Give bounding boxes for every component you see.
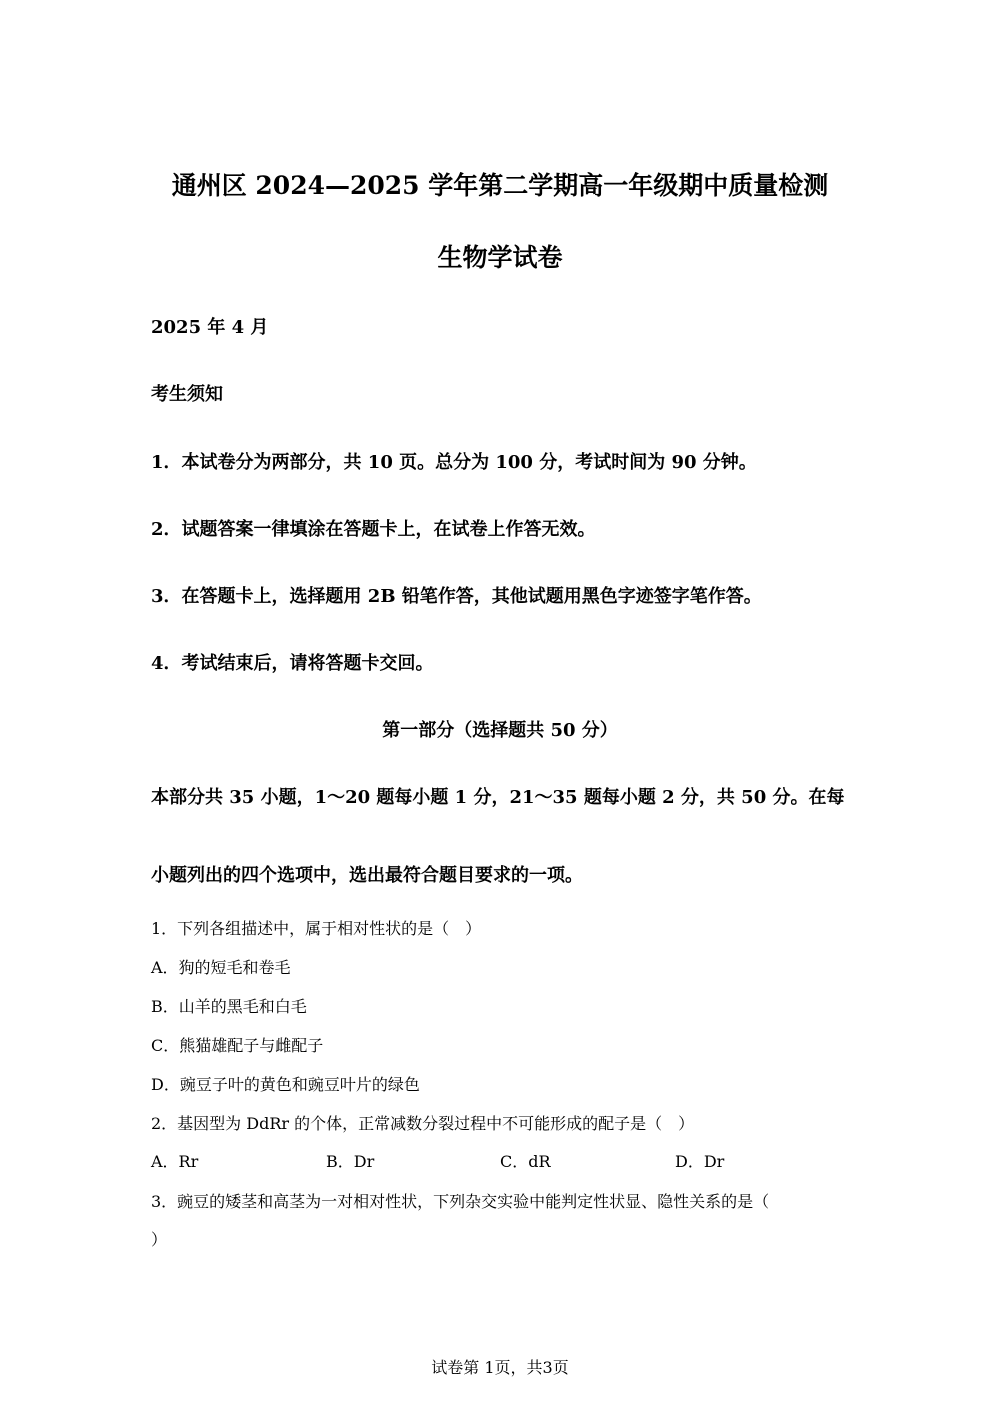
options-row	[151, 1151, 851, 1173]
option-b: B．Dr	[326, 1152, 375, 1171]
exam-title: 通州区 2024—2025 学年第二学期高一年级期中质量检测	[171, 171, 829, 200]
option-d: D．豌豆子叶的黄色和豌豆叶片的绿色	[151, 1075, 420, 1094]
part1-instruction: 本部分共 35 小题，1～20 题每小题 1 分，21～35 题每小题 2 分，共 50 分。在每	[151, 787, 845, 808]
notice-item: 4．考试结束后，请将答题卡交回。	[151, 653, 434, 674]
option-c: C．熊猫雄配子与雌配子	[151, 1036, 324, 1055]
notice-item: 3．在答题卡上，选择题用 2B 铅笔作答，其他试题用黑色字迹签字笔作答。	[151, 586, 762, 607]
option-a: A．狗的短毛和卷毛	[151, 958, 291, 977]
page-footer: 试卷第 1页，共3页	[431, 1358, 569, 1377]
question-stem: 1．下列各组描述中，属于相对性状的是（ ）	[151, 919, 482, 938]
option-a: A．Rr	[151, 1152, 199, 1171]
option-b: B．山羊的黑毛和白毛	[151, 997, 307, 1016]
question-stem-continuation: ）	[151, 1230, 168, 1249]
question-stem: 3．豌豆的矮茎和高茎为一对相对性状，下列杂交实验中能判定性状显、隐性关系的是（	[151, 1192, 770, 1211]
exam-subtitle: 生物学试卷	[437, 243, 563, 272]
notice-heading: 考生须知	[151, 384, 223, 405]
part1-heading: 第一部分（选择题共 50 分）	[382, 720, 618, 741]
option-c: C．dR	[500, 1152, 551, 1171]
notice-item: 2．试题答案一律填涂在答题卡上，在试卷上作答无效。	[151, 519, 596, 540]
exam-date: 2025 年 4 月	[151, 317, 269, 338]
option-d: D．Dr	[675, 1152, 725, 1171]
part1-instruction: 小题列出的四个选项中，选出最符合题目要求的一项。	[151, 865, 583, 886]
question-stem: 2．基因型为 DdRr 的个体，正常减数分裂过程中不可能形成的配子是（ ）	[151, 1114, 695, 1133]
notice-item: 1．本试卷分为两部分，共 10 页。总分为 100 分，考试时间为 90 分钟。	[151, 452, 757, 473]
